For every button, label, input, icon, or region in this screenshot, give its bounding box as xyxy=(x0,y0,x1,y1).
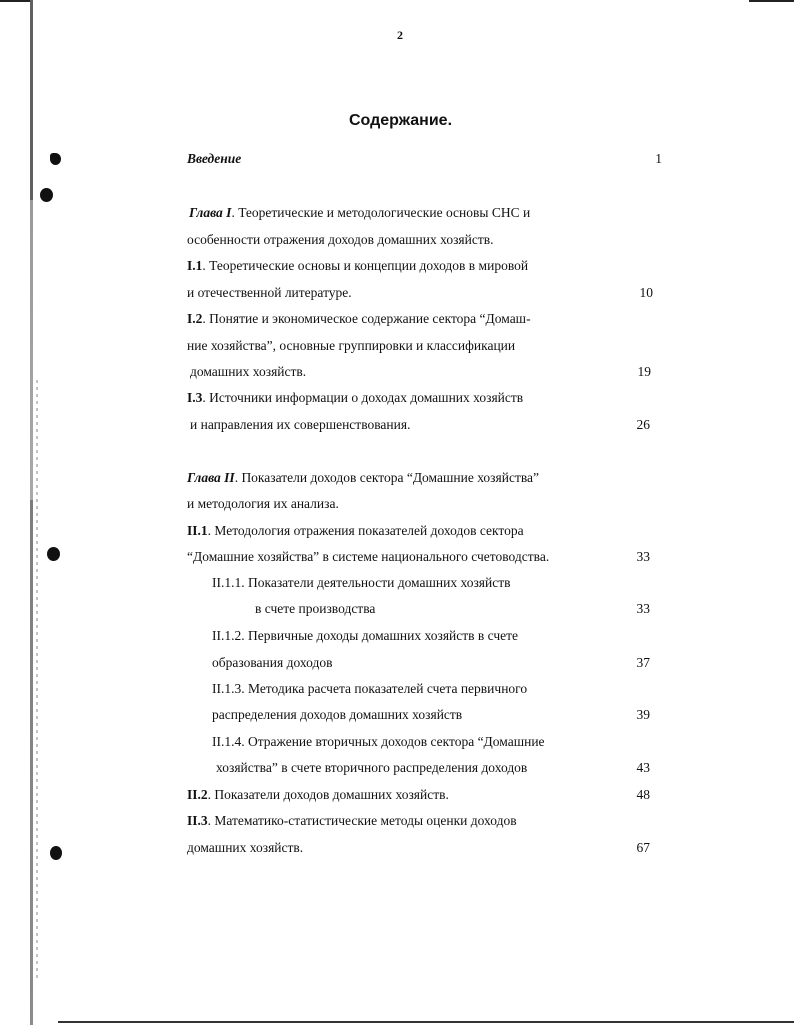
toc-section-1-1 xyxy=(187,258,528,274)
toc-section-title: . Математико-статистические методы оценки доходов xyxy=(207,813,517,828)
toc-subsection-2-1-1-page: 33 xyxy=(636,601,650,616)
toc-section-1-2-cont: ние хозяйства”, основные группировки и классификации xyxy=(187,338,516,353)
toc-subsection-2-1-3-cont: распределения доходов домашних хозяйств xyxy=(212,707,463,722)
toc-section-number: II.1 xyxy=(187,523,208,538)
toc-section-title: . Теоретические основы и концепции доходов в мировой xyxy=(202,258,529,273)
toc-section-2-2 xyxy=(187,787,449,803)
toc-section-1-2-cont2: домашних хозяйств. xyxy=(190,364,307,379)
scan-binding-edge xyxy=(30,0,33,1025)
toc-subsection-2-1-2-cont: образования доходов xyxy=(212,655,333,670)
toc-subsection-2-1-4-cont: хозяйства” в счете вторичного распределения доходов xyxy=(216,760,528,775)
toc-subsection-2-1-1-cont: в счете производства xyxy=(255,601,376,616)
scan-edge-bottom xyxy=(58,1021,794,1023)
toc-subsection-2-1-2: II.1.2. Первичные доходы домашних хозяйств в счете xyxy=(212,628,519,643)
toc-intro-page: 1 xyxy=(655,151,662,166)
toc-subsection-2-1-4: II.1.4. Отражение вторичных доходов сектора “Домашние xyxy=(212,734,545,749)
page-number: 2 xyxy=(397,28,403,42)
scan-edge-top-left xyxy=(0,0,30,2)
toc-intro-label: Введение xyxy=(187,151,242,166)
toc-chapter1-title: . Теоретические и методологические основы СНС и xyxy=(231,205,531,220)
punch-hole-mark xyxy=(47,547,60,561)
toc-chapter2-title-cont: и методология их анализа. xyxy=(187,496,339,511)
toc-section-number: II.2 xyxy=(187,787,208,802)
toc-chapter1-heading xyxy=(189,205,530,221)
scan-edge-top-right xyxy=(749,0,794,2)
toc-section-2-3-page: 67 xyxy=(636,840,650,855)
toc-section-2-1 xyxy=(187,523,524,539)
toc-section-2-1-page: 33 xyxy=(636,549,650,564)
toc-chapter2-title: . Показатели доходов сектора “Домашние хозяйства” xyxy=(234,470,540,485)
toc-section-number: I.3 xyxy=(187,390,203,405)
toc-section-1-3-cont: и направления их совершенствования. xyxy=(190,417,411,432)
toc-section-2-1-cont: “Домашние хозяйства” в системе национального счетоводства. xyxy=(187,549,550,564)
toc-chapter2-label: Глава II xyxy=(187,470,235,485)
toc-chapter1-title-cont: особенности отражения доходов домашних хозяйств. xyxy=(187,232,494,247)
toc-section-1-2-page: 19 xyxy=(637,364,651,379)
toc-section-title: . Понятие и экономическое содержание сектора “Домаш- xyxy=(202,311,531,326)
toc-section-1-2 xyxy=(187,311,531,327)
toc-section-2-2-page: 48 xyxy=(636,787,650,802)
toc-subsection-2-1-1: II.1.1. Показатели деятельности домашних хозяйств xyxy=(212,575,511,590)
toc-section-title: . Методология отражения показателей доходов сектора xyxy=(207,523,524,538)
toc-section-1-3-page: 26 xyxy=(636,417,650,432)
toc-section-title: . Показатели доходов домашних хозяйств. xyxy=(207,787,449,802)
toc-section-2-3 xyxy=(187,813,517,829)
toc-subsection-2-1-3: II.1.3. Методика расчета показателей счета первичного xyxy=(212,681,528,696)
toc-subsection-2-1-3-page: 39 xyxy=(636,707,650,722)
punch-hole-mark xyxy=(40,188,53,202)
toc-section-1-1-page: 10 xyxy=(639,285,653,300)
toc-section-1-3 xyxy=(187,390,523,406)
toc-subsection-2-1-2-page: 37 xyxy=(636,655,650,670)
toc-section-number: I.1 xyxy=(187,258,203,273)
toc-section-title: . Источники информации о доходах домашних хозяйств xyxy=(202,390,524,405)
scan-binding-noise xyxy=(36,380,38,980)
punch-hole-mark xyxy=(50,153,61,165)
toc-subsection-2-1-4-page: 43 xyxy=(636,760,650,775)
toc-section-number: I.2 xyxy=(187,311,203,326)
toc-section-1-1-cont: и отечественной литературе. xyxy=(187,285,352,300)
toc-section-2-3-cont: домашних хозяйств. xyxy=(187,840,304,855)
toc-chapter2-heading xyxy=(187,470,539,486)
toc-section-number: II.3 xyxy=(187,813,208,828)
toc-chapter1-label: Глава I xyxy=(189,205,232,220)
punch-hole-mark xyxy=(50,846,62,860)
page-title: Содержание. xyxy=(349,112,453,129)
